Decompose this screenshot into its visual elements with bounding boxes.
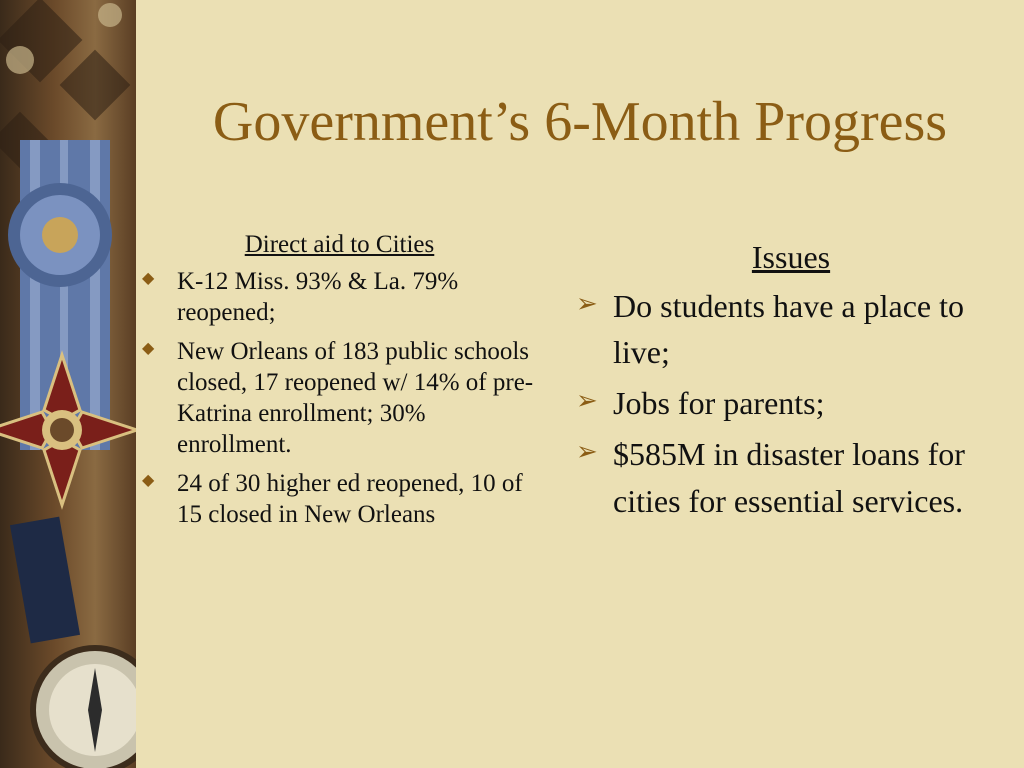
list-item <box>142 266 537 328</box>
decorative-medal-image <box>0 0 136 768</box>
list-item <box>576 283 1006 376</box>
diamond-bullet-icon: ◆ <box>142 340 155 357</box>
diamond-bullet-icon: ◆ <box>142 472 155 489</box>
issues-column <box>576 234 1006 528</box>
list-item-text: 24 of 30 higher ed reopened, 10 of 15 closed in New Orleans <box>177 470 523 528</box>
list-item-text: Do students have a place to live; <box>613 287 964 371</box>
direct-aid-column <box>142 229 537 538</box>
direct-aid-list <box>142 266 537 530</box>
arrow-bullet-icon: ➢ <box>576 386 598 416</box>
list-item-text: $585M in disaster loans for cities for essential services. <box>613 435 965 519</box>
list-item <box>576 380 1006 427</box>
list-item-text: K-12 Miss. 93% & La. 79% reopened; <box>177 268 459 326</box>
issues-list <box>576 283 1006 525</box>
diamond-bullet-icon: ◆ <box>142 270 155 287</box>
list-item <box>576 431 1006 524</box>
slide-title: Government’s 6-Month Progress <box>212 91 948 153</box>
list-item <box>142 468 537 530</box>
list-item-text: Jobs for parents; <box>613 385 825 422</box>
arrow-bullet-icon: ➢ <box>576 436 598 466</box>
arrow-bullet-icon: ➢ <box>576 288 598 318</box>
issues-heading: Issues <box>751 239 831 275</box>
direct-aid-heading: Direct aid to Cities <box>244 231 435 258</box>
list-item-text: New Orleans of 183 public schools closed, 17 reopened w/ 14% of pre-Katrina enrollment; 30% enrollment. <box>177 338 534 458</box>
list-item <box>142 336 537 460</box>
